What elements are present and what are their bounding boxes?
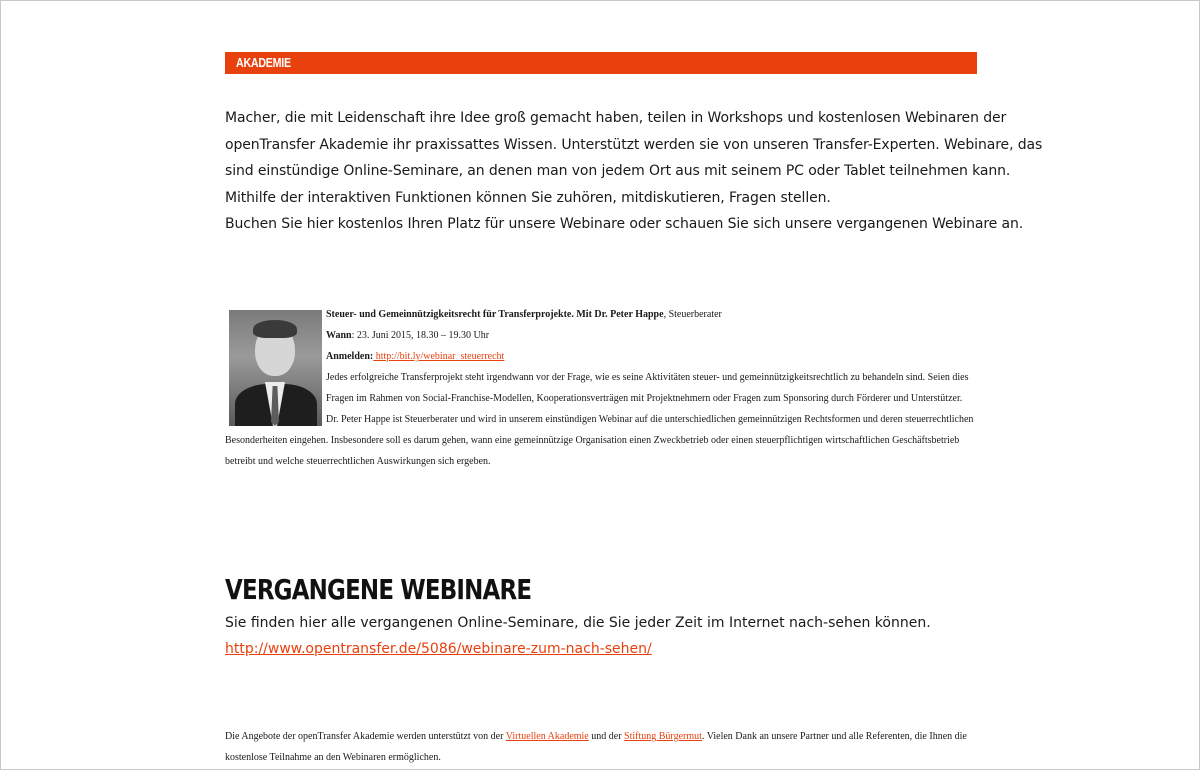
intro-line: openTransfer Akademie ihr praxissattes Wissen. Unterstützt werden sie von unseren Transfer-Experten. Webinare, das [225,136,1043,153]
webinar-date-label: Wann [326,330,352,341]
section-banner [225,52,977,74]
webinar-register-label: Anmelden [326,351,370,362]
footer-note [225,726,977,768]
past-webinars-heading: VERGANGENE WEBINARE [225,573,532,606]
past-webinars-section [225,610,977,662]
past-webinars-text: Sie finden hier alle vergangenen Online-Seminare, die Sie jeder Zeit im Internet nach-sehen können. [225,615,931,631]
webinar-register-sep: : [369,351,374,362]
webinar-title [225,304,977,325]
webinar-date-value: : 23. Juni 2015, 18.30 – 19.30 Uhr [351,330,490,341]
intro-line: Buchen Sie hier kostenlos Ihren Platz für unsere Webinare oder schauen Sie sich unsere vergangenen Webinare an. [225,216,1024,232]
past-webinars-link[interactable]: http://www.opentransfer.de/5086/webinare-zum-nach-sehen/ [225,641,652,657]
webinar-entry [225,304,977,472]
virtual-academy-link[interactable]: Virtuellen Akademie [505,731,589,742]
footer-text: . Vielen Dank an unsere Partner und alle Referenten, die Ihnen die kostenlose Teilnahme an den Webinaren ermöglichen. [225,731,967,763]
banner-label: AKADEMIE [236,55,291,70]
webinar-register [225,346,977,367]
footer-text: und der [588,731,625,742]
webinar-title-suffix: , Steuerberater [663,309,722,320]
speaker-photo [229,310,322,426]
stiftung-buergermut-link[interactable]: Stiftung Bürgermut [624,731,702,742]
webinar-date [225,325,977,346]
webinar-title-bold: Steuer- und Gemeinnützigkeitsrecht für Transferprojekte. Mit Dr. Peter Happe [326,309,664,320]
intro-text [225,105,1043,238]
intro-line: sind einstündige Online-Seminare, an denen man von jedem Ort aus mit seinem PC oder Tablet teilnehmen kann. [225,163,1011,179]
webinar-description: Jedes erfolgreiche Transferprojekt steht irgendwann vor der Frage, wie es seine Aktivitäten steuer- und gemeinnützigkeitsrechtlich zu behandeln sind. Seien dies Fragen im Rahmen von Social-Franchise-Modellen, Kooperationsverträgen mit Projektnehmern oder Fragen zum Sponsoring durch Förderer und Unterstützer. Dr. Peter Happe ist Steuerberater und wird in unserem einstündigen Webinar auf die unterschiedlichen gemeinnützigen Rechtsformen und deren steuerrechtlichen Besonderheiten eingehen. Insbesondere soll es darum gehen, wann eine gemeinnützige Organisation einen Zweckbetrieb oder einen steuerpflichtigen wirtschaftlichen Geschäftsbetrieb betreibt und welche steuerrechtlichen Auswirkungen sich ergeben. [225,372,974,467]
intro-line: Mithilfe der interaktiven Funktionen können Sie zuhören, mitdiskutieren, Fragen stellen. [225,189,831,206]
intro-line: Macher, die mit Leidenschaft ihre Idee groß gemacht haben, teilen in Workshops und kostenlosen Webinaren der [225,110,1007,126]
footer-text: Die Angebote der openTransfer Akademie werden unterstützt von der [225,731,506,742]
webinar-register-link[interactable]: http://bit.ly/webinar_steuerrecht [373,351,505,362]
